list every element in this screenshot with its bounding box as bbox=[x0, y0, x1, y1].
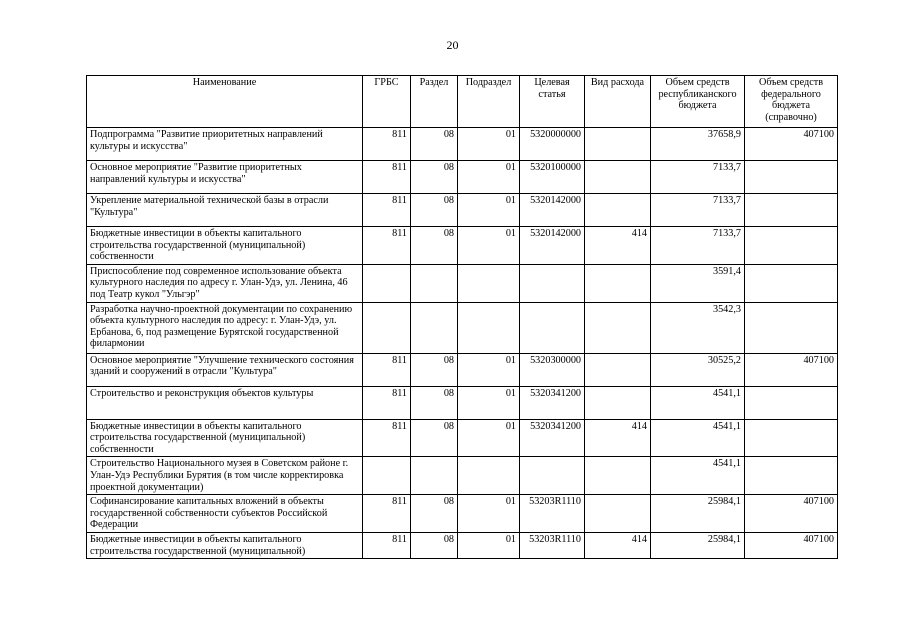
cell-target-article: 5320142000 bbox=[520, 194, 585, 227]
cell-section bbox=[411, 302, 458, 353]
cell-republic-budget: 25984,1 bbox=[651, 532, 745, 558]
cell-expense-type bbox=[585, 457, 651, 495]
cell-name: Бюджетные инвестиции в объекты капитального строительства государственной (муниципальной) собственности bbox=[87, 227, 363, 265]
cell-republic-budget: 7133,7 bbox=[651, 194, 745, 227]
cell-section: 08 bbox=[411, 161, 458, 194]
cell-name: Строительство и реконструкция объектов культуры bbox=[87, 386, 363, 419]
cell-section: 08 bbox=[411, 227, 458, 265]
cell-federal-budget bbox=[745, 161, 838, 194]
cell-republic-budget: 25984,1 bbox=[651, 495, 745, 533]
cell-target-article: 53203R1110 bbox=[520, 532, 585, 558]
cell-subsection bbox=[458, 264, 520, 302]
table-row bbox=[87, 194, 838, 227]
cell-section bbox=[411, 264, 458, 302]
cell-name: Бюджетные инвестиции в объекты капитального строительства государственной (муниципальной) bbox=[87, 532, 363, 558]
cell-expense-type bbox=[585, 264, 651, 302]
cell-federal-budget: 407100 bbox=[745, 532, 838, 558]
table-row bbox=[87, 227, 838, 265]
cell-expense-type bbox=[585, 386, 651, 419]
cell-section bbox=[411, 457, 458, 495]
cell-section: 08 bbox=[411, 194, 458, 227]
cell-target-article: 5320341200 bbox=[520, 386, 585, 419]
cell-republic-budget: 3591,4 bbox=[651, 264, 745, 302]
cell-target-article: 5320300000 bbox=[520, 353, 585, 386]
cell-name: Основное мероприятие "Улучшение технического состояния зданий и сооружений в отрасли "Культура" bbox=[87, 353, 363, 386]
header-target-article: Целевая статья bbox=[520, 76, 585, 128]
cell-subsection bbox=[458, 302, 520, 353]
cell-name: Разработка научно-проектной документации по сохранению объекта культурного наследия по адресу: г. Улан-Удэ, ул. Ербанова, 6, под размещение Бурятской государственной филармонии bbox=[87, 302, 363, 353]
cell-subsection: 01 bbox=[458, 353, 520, 386]
cell-section: 08 bbox=[411, 532, 458, 558]
cell-target-article: 53203R1110 bbox=[520, 495, 585, 533]
cell-section: 08 bbox=[411, 353, 458, 386]
header-name: Наименование bbox=[87, 76, 363, 128]
cell-subsection: 01 bbox=[458, 227, 520, 265]
cell-name: Подпрограмма "Развитие приоритетных направлений культуры и искусства" bbox=[87, 128, 363, 161]
header-expense-type: Вид расхода bbox=[585, 76, 651, 128]
header-subsection: Подраздел bbox=[458, 76, 520, 128]
cell-republic-budget: 4541,1 bbox=[651, 386, 745, 419]
cell-section: 08 bbox=[411, 495, 458, 533]
table-row bbox=[87, 532, 838, 558]
table-row bbox=[87, 264, 838, 302]
cell-grbs: 811 bbox=[363, 532, 411, 558]
cell-grbs: 811 bbox=[363, 194, 411, 227]
cell-republic-budget: 4541,1 bbox=[651, 419, 745, 457]
cell-target-article: 5320341200 bbox=[520, 419, 585, 457]
cell-target-article bbox=[520, 302, 585, 353]
cell-section: 08 bbox=[411, 128, 458, 161]
cell-grbs: 811 bbox=[363, 227, 411, 265]
cell-grbs: 811 bbox=[363, 128, 411, 161]
cell-target-article: 5320000000 bbox=[520, 128, 585, 161]
cell-target-article bbox=[520, 457, 585, 495]
page-number: 20 bbox=[446, 38, 459, 52]
cell-target-article bbox=[520, 264, 585, 302]
cell-federal-budget bbox=[745, 194, 838, 227]
cell-republic-budget: 4541,1 bbox=[651, 457, 745, 495]
cell-name: Строительство Национального музея в Советском районе г. Улан-Удэ Республики Бурятия (в том числе корректировка проектной документации) bbox=[87, 457, 363, 495]
header-grbs: ГРБС bbox=[363, 76, 411, 128]
cell-expense-type bbox=[585, 353, 651, 386]
table-header-row bbox=[87, 76, 838, 128]
cell-federal-budget bbox=[745, 302, 838, 353]
cell-name: Укрепление материальной технической базы в отрасли "Культура" bbox=[87, 194, 363, 227]
cell-subsection: 01 bbox=[458, 194, 520, 227]
cell-grbs bbox=[363, 302, 411, 353]
cell-federal-budget: 407100 bbox=[745, 128, 838, 161]
cell-federal-budget bbox=[745, 264, 838, 302]
cell-name: Бюджетные инвестиции в объекты капитального строительства государственной (муниципальной) собственности bbox=[87, 419, 363, 457]
cell-expense-type bbox=[585, 194, 651, 227]
cell-grbs: 811 bbox=[363, 419, 411, 457]
cell-section: 08 bbox=[411, 419, 458, 457]
cell-republic-budget: 30525,2 bbox=[651, 353, 745, 386]
cell-expense-type bbox=[585, 495, 651, 533]
table-row bbox=[87, 353, 838, 386]
cell-target-article: 5320142000 bbox=[520, 227, 585, 265]
table-row bbox=[87, 161, 838, 194]
cell-target-article: 5320100000 bbox=[520, 161, 585, 194]
cell-grbs bbox=[363, 264, 411, 302]
cell-federal-budget bbox=[745, 457, 838, 495]
cell-grbs bbox=[363, 457, 411, 495]
table-row bbox=[87, 128, 838, 161]
cell-subsection: 01 bbox=[458, 532, 520, 558]
cell-expense-type bbox=[585, 302, 651, 353]
cell-republic-budget: 37658,9 bbox=[651, 128, 745, 161]
cell-grbs: 811 bbox=[363, 495, 411, 533]
cell-expense-type: 414 bbox=[585, 532, 651, 558]
cell-expense-type: 414 bbox=[585, 227, 651, 265]
table-row bbox=[87, 386, 838, 419]
table-body bbox=[87, 128, 838, 559]
cell-section: 08 bbox=[411, 386, 458, 419]
table-row bbox=[87, 419, 838, 457]
cell-expense-type bbox=[585, 128, 651, 161]
cell-grbs: 811 bbox=[363, 161, 411, 194]
budget-table bbox=[86, 75, 838, 559]
cell-name: Приспособление под современное использование объекта культурного наследия по адресу г. Улан-Удэ, ул. Ленина, 46 под Театр кукол "Ульгэр" bbox=[87, 264, 363, 302]
cell-republic-budget: 7133,7 bbox=[651, 227, 745, 265]
table-row bbox=[87, 302, 838, 353]
header-republic-budget: Объем средств республиканского бюджета bbox=[651, 76, 745, 128]
cell-republic-budget: 3542,3 bbox=[651, 302, 745, 353]
cell-grbs: 811 bbox=[363, 353, 411, 386]
cell-subsection bbox=[458, 457, 520, 495]
cell-subsection: 01 bbox=[458, 128, 520, 161]
cell-republic-budget: 7133,7 bbox=[651, 161, 745, 194]
cell-federal-budget bbox=[745, 227, 838, 265]
cell-subsection: 01 bbox=[458, 495, 520, 533]
cell-federal-budget bbox=[745, 419, 838, 457]
header-federal-budget: Объем средств федерального бюджета (справочно) bbox=[745, 76, 838, 128]
cell-name: Софинансирование капитальных вложений в объекты государственной собственности субъектов Российской Федерации bbox=[87, 495, 363, 533]
cell-expense-type bbox=[585, 161, 651, 194]
cell-subsection: 01 bbox=[458, 419, 520, 457]
cell-subsection: 01 bbox=[458, 161, 520, 194]
cell-expense-type: 414 bbox=[585, 419, 651, 457]
cell-grbs: 811 bbox=[363, 386, 411, 419]
table-row bbox=[87, 457, 838, 495]
cell-subsection: 01 bbox=[458, 386, 520, 419]
cell-name: Основное мероприятие "Развитие приоритетных направлений культуры и искусства" bbox=[87, 161, 363, 194]
cell-federal-budget: 407100 bbox=[745, 495, 838, 533]
cell-federal-budget bbox=[745, 386, 838, 419]
table-row bbox=[87, 495, 838, 533]
header-section: Раздел bbox=[411, 76, 458, 128]
cell-federal-budget: 407100 bbox=[745, 353, 838, 386]
